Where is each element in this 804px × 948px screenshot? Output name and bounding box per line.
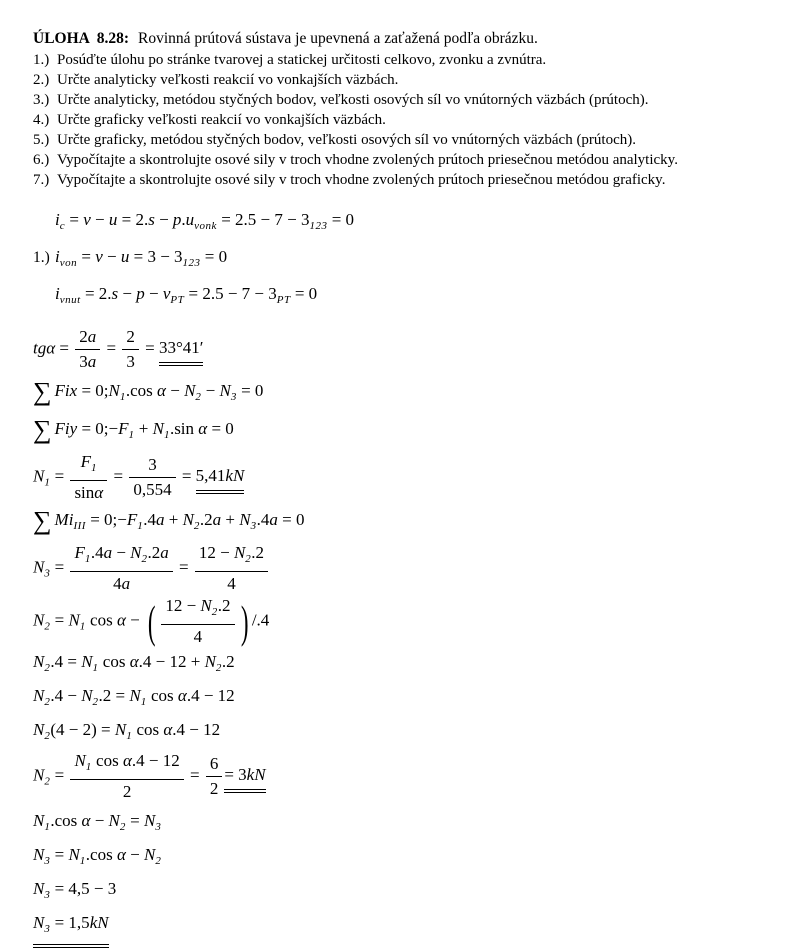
task-text: Určte analyticky, metódou styčných bodov, veľkosti osových síl vo vnútorných väzbách (prútoch). [57, 92, 649, 108]
math-text: 12 − [165, 596, 201, 615]
math-variable: u [120, 247, 130, 266]
math-text: 2 [79, 327, 88, 346]
math-variable: N [33, 913, 45, 932]
math-text: .4 − 12 + [138, 652, 205, 671]
math-subscript: 2 [44, 620, 51, 633]
math-subscript: 3 [44, 567, 51, 580]
math-variable: Fiy [54, 419, 78, 438]
math-variable: N [204, 652, 216, 671]
math-text: .2 [147, 543, 161, 562]
summation-symbol: ∑ [33, 506, 52, 535]
math-text: .4 [143, 510, 156, 529]
math-variable: N [74, 751, 86, 770]
math-subscript: 1 [91, 462, 98, 474]
math-subscript: 1 [44, 821, 51, 833]
math-variable: a [87, 327, 97, 346]
math-subscript: 1 [79, 620, 86, 633]
math-subscript: vnut [59, 294, 81, 306]
math-text: .2 [217, 596, 231, 615]
math-variable: N [33, 610, 45, 630]
math-variable: N [33, 765, 45, 785]
math-variable: α [116, 610, 126, 630]
task-text: Určte analyticky veľkosti reakcií vo vonkajších väzbách. [57, 72, 399, 88]
task-number: 2.) [33, 72, 50, 88]
summation-symbol: ∑ [33, 415, 52, 444]
math-text: = [50, 845, 69, 864]
double-underline-group [33, 909, 109, 948]
math-subscript: 2 [155, 855, 162, 867]
math-variable: N [108, 811, 120, 830]
math-variable: α [157, 381, 166, 400]
math-text: .2 = [98, 686, 130, 705]
math-variable: N [33, 557, 45, 577]
math-variable: N [68, 845, 80, 864]
math-variable: i [55, 247, 60, 266]
math-text: − [112, 543, 131, 562]
math-text: /.4 [251, 610, 270, 630]
math-text: 33°41′ [158, 338, 204, 358]
math-subscript: vonk [194, 220, 217, 232]
math-variable: N [108, 381, 120, 400]
math-variable: v [83, 210, 91, 229]
math-text: .sin [169, 419, 199, 438]
math-text: = 2. [80, 284, 112, 303]
math-subscript: 2 [44, 775, 51, 788]
eq-n3-step2 [33, 841, 784, 875]
math-text: cos [132, 720, 164, 739]
math-text: = [55, 338, 74, 358]
math-text: cos [85, 610, 117, 630]
math-text: − [165, 381, 185, 400]
math-text: − [90, 811, 109, 830]
math-variable: u [108, 210, 118, 229]
math-text: .cos [125, 381, 158, 400]
task-text: Vypočítajte a skontrolujte osové sily v troch vhodne zvolených prútoch priesečnou metódou graficky. [57, 172, 666, 188]
fraction-denominator [70, 780, 183, 803]
eq-n3-step1 [33, 807, 784, 841]
math-variable: tgα [33, 338, 56, 358]
math-text: − [102, 247, 121, 266]
math-variable: α [163, 720, 173, 739]
math-subscript: 1 [79, 855, 86, 867]
math-text: = [50, 610, 69, 630]
math-subscript: 3 [155, 821, 162, 833]
math-text: − [125, 845, 144, 864]
math-text: = 3 − 3 [129, 247, 183, 266]
math-text: = 0;− [85, 510, 127, 529]
math-text: = [177, 466, 196, 486]
math-variable: i [55, 210, 60, 229]
math-subscript: 2 [193, 520, 200, 532]
math-variable: N [33, 879, 45, 898]
eq-i-vonku [33, 243, 784, 277]
task-number: 3.) [33, 92, 50, 108]
math-variable: N [152, 419, 164, 438]
eq-i-celkovo [33, 206, 784, 240]
math-text: − [118, 284, 137, 303]
math-subscript: 123 [182, 257, 201, 269]
math-text: = [109, 466, 128, 486]
math-text: = [102, 338, 121, 358]
math-variable: s [111, 284, 119, 303]
math-text: 2 [209, 779, 219, 798]
math-text: 3 [79, 352, 88, 371]
math-text: 4 [227, 574, 236, 593]
solution-equations [33, 206, 784, 948]
math-subscript: 1 [44, 476, 51, 489]
problem-statement: Rovinná prútová sústava je upevnená a zaťažená podľa obrázku. [138, 30, 538, 47]
math-text: sin [74, 483, 95, 502]
math-variable: kN [225, 466, 245, 486]
math-text: .4 [90, 543, 104, 562]
math-text: = 0; [77, 381, 109, 400]
math-variable: α [122, 751, 132, 770]
math-subscript: 3 [44, 889, 51, 901]
math-text: = [65, 210, 84, 229]
math-variable: N [130, 543, 142, 562]
math-text: 3 [126, 352, 135, 371]
math-subscript: 1 [140, 696, 147, 708]
math-fraction [195, 542, 268, 595]
eq-tg-alpha [33, 326, 784, 373]
math-text: .2 [221, 652, 235, 671]
math-variable: a [155, 510, 165, 529]
eq-i-vnutri [33, 280, 784, 314]
math-variable: N [184, 381, 196, 400]
math-subscript: 2 [92, 696, 99, 708]
paren-group [144, 595, 252, 648]
fraction-denominator [206, 777, 223, 800]
math-variable: a [87, 352, 97, 371]
math-variable: N [33, 686, 45, 705]
fraction-denominator [129, 478, 175, 501]
double-underline-group [196, 462, 245, 494]
math-variable: N [33, 811, 45, 830]
math-subscript: 3 [230, 391, 237, 403]
math-subscript: 2 [211, 606, 218, 618]
problem-title [33, 28, 784, 50]
task-list [33, 50, 784, 190]
math-subscript: III [73, 520, 86, 532]
math-variable: α [177, 686, 187, 705]
math-subscript: 1 [92, 662, 99, 674]
math-subscript: 2 [44, 730, 51, 742]
math-text: .cos [50, 811, 82, 830]
math-variable: N [81, 686, 93, 705]
summation-symbol: ∑ [33, 377, 52, 406]
math-fraction [129, 454, 175, 501]
math-variable: N [182, 510, 194, 529]
math-subscript: 2 [195, 391, 202, 403]
math-variable: N [129, 686, 141, 705]
math-variable: α [94, 483, 104, 502]
math-variable: p [136, 284, 145, 303]
task-text: Posúďte úlohu po stránke tvarovej a statickej určitosti celkovo, zvonku a zvnútra. [57, 52, 547, 68]
math-text: = 0 [207, 419, 234, 438]
math-text: .4 = [50, 652, 82, 671]
math-subscript: 2 [119, 821, 126, 833]
eq-n2-step1 [33, 648, 784, 682]
fraction-denominator [195, 572, 268, 595]
math-variable: α [198, 419, 208, 438]
math-variable: kN [246, 765, 266, 785]
math-variable: N [239, 510, 251, 529]
eq-sum-mi [33, 506, 784, 540]
math-variable: kN [89, 913, 109, 932]
math-text: = [50, 466, 69, 486]
math-text: cos [98, 652, 130, 671]
math-text: 5,41 [195, 466, 226, 486]
math-text: .4 − [50, 686, 82, 705]
fraction-denominator [75, 350, 100, 373]
math-text: + [164, 510, 183, 529]
math-text: + [221, 510, 240, 529]
math-text: 4 [193, 627, 203, 646]
math-text: = 0 [236, 381, 264, 400]
math-text: − [144, 284, 163, 303]
math-subscript: von [59, 257, 78, 269]
math-text: = 0 [327, 210, 355, 229]
math-fraction [161, 595, 234, 648]
math-fraction [70, 542, 172, 595]
math-text: = 0 [290, 284, 318, 303]
fraction-denominator [122, 350, 139, 373]
math-text: .4 − 12 [172, 720, 221, 739]
fraction-numerator [122, 326, 139, 350]
math-variable: Mi [54, 510, 74, 529]
math-subscript: 2 [44, 696, 51, 708]
math-variable: N [200, 596, 212, 615]
math-variable: a [103, 543, 113, 562]
math-text: − [125, 610, 144, 630]
fraction-numerator [70, 750, 183, 780]
math-text: = [185, 765, 204, 785]
task-text: Určte graficky veľkosti reakcií vo vonkajších väzbách. [57, 112, 386, 128]
math-subscript: 3 [44, 855, 51, 867]
math-text: = 2. [117, 210, 149, 229]
task-number: 5.) [33, 132, 50, 148]
math-variable: a [269, 510, 278, 529]
math-subscript: 1 [137, 520, 144, 532]
double-underline-group [159, 334, 204, 366]
math-text: 2 [122, 782, 132, 801]
math-variable: N [114, 720, 127, 739]
math-subscript: 2 [215, 662, 222, 674]
math-variable: α [81, 811, 91, 830]
math-text: = [140, 338, 159, 358]
math-fraction [70, 750, 183, 803]
math-variable: N [143, 845, 156, 864]
math-text: = [174, 557, 193, 577]
fraction-numerator [70, 542, 172, 572]
fraction-numerator [206, 753, 223, 777]
task-item-7 [33, 170, 784, 190]
eq-sum-fix [33, 377, 784, 411]
equation-step-label: 1.) [33, 249, 50, 266]
math-fraction [122, 326, 139, 373]
math-variable: N [219, 381, 231, 400]
math-fraction [75, 326, 100, 373]
eq-n2-result [33, 750, 784, 803]
eq-n3-expr [33, 542, 784, 595]
math-variable: N [233, 543, 246, 562]
fraction-numerator [75, 326, 100, 350]
math-subscript: 1 [128, 429, 135, 441]
math-fraction [70, 451, 107, 504]
math-variable: N [68, 610, 80, 630]
math-subscript: PT [276, 294, 291, 306]
math-text: 12 − [198, 543, 234, 562]
left-paren: ( [147, 595, 156, 647]
right-paren: ) [240, 595, 248, 647]
math-subscript: 123 [309, 220, 328, 232]
task-text: Vypočítajte a skontrolujte osové sily v troch vhodne zvolených prútoch priesečnou metódou analyticky. [57, 152, 678, 168]
math-subscript: 2 [44, 662, 51, 674]
math-text: + [134, 419, 153, 438]
math-text: .4 [256, 510, 270, 529]
math-subscript: 1 [84, 553, 91, 565]
math-variable: F [80, 452, 92, 471]
math-variable: N [143, 811, 156, 830]
math-variable: u [185, 210, 195, 229]
fraction-numerator [161, 595, 234, 625]
math-variable: F [126, 510, 138, 529]
math-text: = 3 [224, 765, 247, 785]
math-variable: F [74, 543, 85, 562]
fraction-denominator [161, 625, 234, 648]
task-item-2 [33, 70, 784, 90]
fraction-numerator [129, 454, 175, 478]
math-variable: N [33, 720, 45, 739]
math-subscript: 2 [245, 553, 252, 565]
math-text: = [125, 811, 144, 830]
math-text: = 0 [277, 510, 305, 529]
math-variable: N [81, 652, 93, 671]
math-text: .cos [85, 845, 117, 864]
math-text: .2 [251, 543, 265, 562]
math-text: .4 − 12 [131, 751, 180, 770]
math-text: .2 [199, 510, 213, 529]
task-item-4 [33, 110, 784, 130]
math-subscript: c [59, 220, 66, 232]
eq-n3-step3 [33, 875, 784, 909]
math-text: − [90, 210, 109, 229]
math-variable: v [162, 284, 171, 303]
math-text: = [77, 247, 96, 266]
task-item-6 [33, 150, 784, 170]
task-number: 1.) [33, 52, 50, 68]
fraction-denominator [70, 481, 107, 504]
math-variable: Fix [54, 381, 78, 400]
fraction-numerator [195, 542, 268, 572]
math-text: = [50, 557, 69, 577]
math-text: cos [91, 751, 123, 770]
math-variable: α [116, 845, 126, 864]
math-text: = 0 [200, 247, 228, 266]
math-text: 4 [113, 574, 122, 593]
math-text: = 2.5 − 7 − 3 [184, 284, 277, 303]
math-text: 6 [209, 754, 219, 773]
math-variable: i [55, 284, 60, 303]
math-text: . [181, 210, 186, 229]
math-variable: F [118, 419, 129, 438]
task-number: 4.) [33, 112, 50, 128]
math-variable: p [172, 210, 182, 229]
task-text: Určte graficky, metódou styčných bodov, veľkosti osových síl vo vnútorných väzbách (prútoch). [57, 132, 637, 148]
math-subscript: 1 [85, 761, 92, 773]
eq-n1-result [33, 451, 784, 504]
math-subscript: 2 [141, 553, 148, 565]
math-variable: N [33, 466, 45, 486]
math-subscript: 1 [119, 391, 126, 403]
math-text: cos [146, 686, 178, 705]
eq-n3-result [33, 909, 784, 948]
eq-n2-step3 [33, 716, 784, 750]
math-fraction [206, 753, 223, 800]
math-variable: a [121, 574, 131, 593]
math-text: 0,554 [133, 480, 172, 499]
task-item-3 [33, 90, 784, 110]
math-text: 3 [148, 455, 157, 474]
task-item-1 [33, 50, 784, 70]
math-subscript: 3 [250, 520, 257, 532]
math-variable: N [33, 845, 45, 864]
math-subscript: 1 [163, 429, 170, 441]
math-text: = [50, 765, 69, 785]
math-text: 2 [126, 327, 135, 346]
math-text: = 2.5 − 7 − 3 [216, 210, 310, 229]
math-text: − [154, 210, 173, 229]
math-text: (4 − 2) = [50, 720, 115, 739]
math-variable: N [33, 652, 45, 671]
math-variable: a [160, 543, 169, 562]
eq-n2-expr [33, 595, 784, 648]
task-number: 6.) [33, 152, 50, 168]
math-variable: α [129, 652, 139, 671]
task-number: 7.) [33, 172, 50, 188]
math-text: = 1,5 [50, 913, 90, 932]
math-text: − [201, 381, 220, 400]
math-variable: s [148, 210, 155, 229]
math-text: .4 − 12 [186, 686, 235, 705]
math-variable: v [95, 247, 103, 266]
task-item-5 [33, 130, 784, 150]
math-subscript: 3 [44, 923, 51, 935]
math-subscript: 1 [126, 730, 133, 742]
eq-n2-step2 [33, 682, 784, 716]
math-text: = 4,5 − 3 [50, 879, 117, 898]
double-underline-group [224, 761, 265, 793]
problem-number: ÚLOHA 8.28: [33, 30, 130, 47]
math-variable: a [212, 510, 222, 529]
fraction-denominator [70, 572, 172, 595]
fraction-numerator [70, 451, 107, 481]
math-subscript: PT [170, 294, 185, 306]
eq-sum-fiy [33, 415, 784, 449]
math-text: = 0;− [77, 419, 119, 438]
